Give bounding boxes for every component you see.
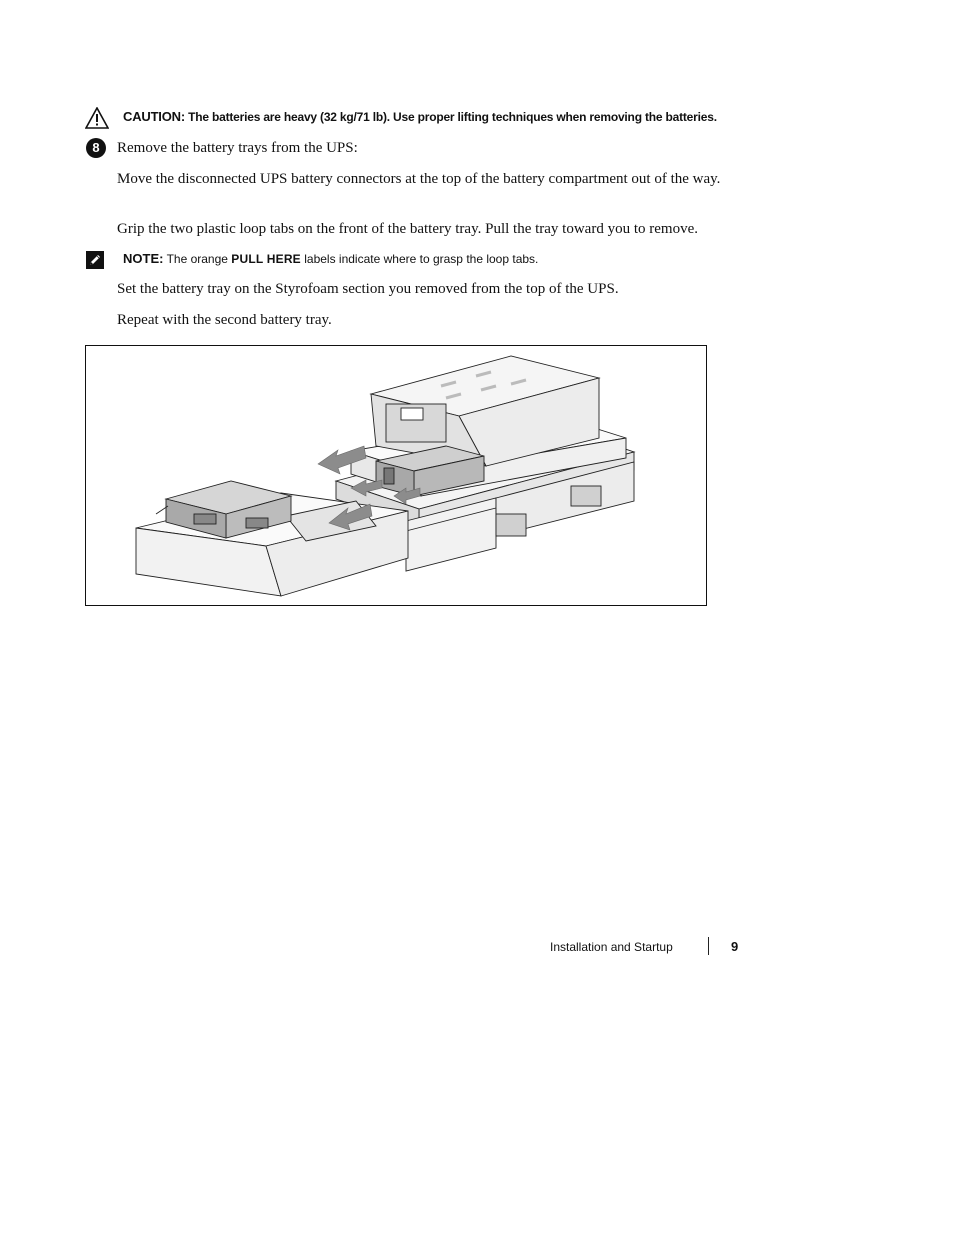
note-text: [123, 251, 538, 266]
paragraph-repeat: Repeat with the second battery tray.: [117, 312, 332, 328]
note-label: NOTE:: [123, 251, 164, 266]
paragraph-grip-tabs: Grip the two plastic loop tabs on the front of the battery tray. Pull the tray toward you to remove.: [117, 221, 698, 237]
step-number-badge: 8: [86, 138, 106, 158]
paragraph-move-connectors: Move the disconnected UPS battery connectors at the top of the battery compartment out of the way.: [117, 171, 721, 187]
footer-divider: [708, 937, 709, 955]
note-message-start: The orange: [166, 252, 232, 266]
warning-triangle-icon: [85, 107, 109, 129]
caution-message: The batteries are heavy (32 kg/71 lb). Use proper lifting techniques when removing the batteries.: [188, 110, 717, 124]
caution-text: [123, 109, 717, 124]
battery-removal-illustration: [85, 345, 707, 606]
page-number: 9: [731, 939, 739, 954]
pencil-note-icon: [86, 251, 104, 269]
step-instruction: Remove the battery trays from the UPS:: [117, 140, 358, 156]
note-message-end: labels indicate where to grasp the loop tabs.: [300, 252, 539, 266]
caution-label: CAUTION:: [123, 109, 185, 124]
battery-removal-drawing: [86, 346, 708, 607]
note-pull-here-label: PULL HERE: [231, 252, 301, 266]
paragraph-set-tray: Set the battery tray on the Styrofoam section you removed from the top of the UPS.: [117, 281, 619, 297]
footer-section-title: Installation and Startup: [550, 940, 673, 954]
